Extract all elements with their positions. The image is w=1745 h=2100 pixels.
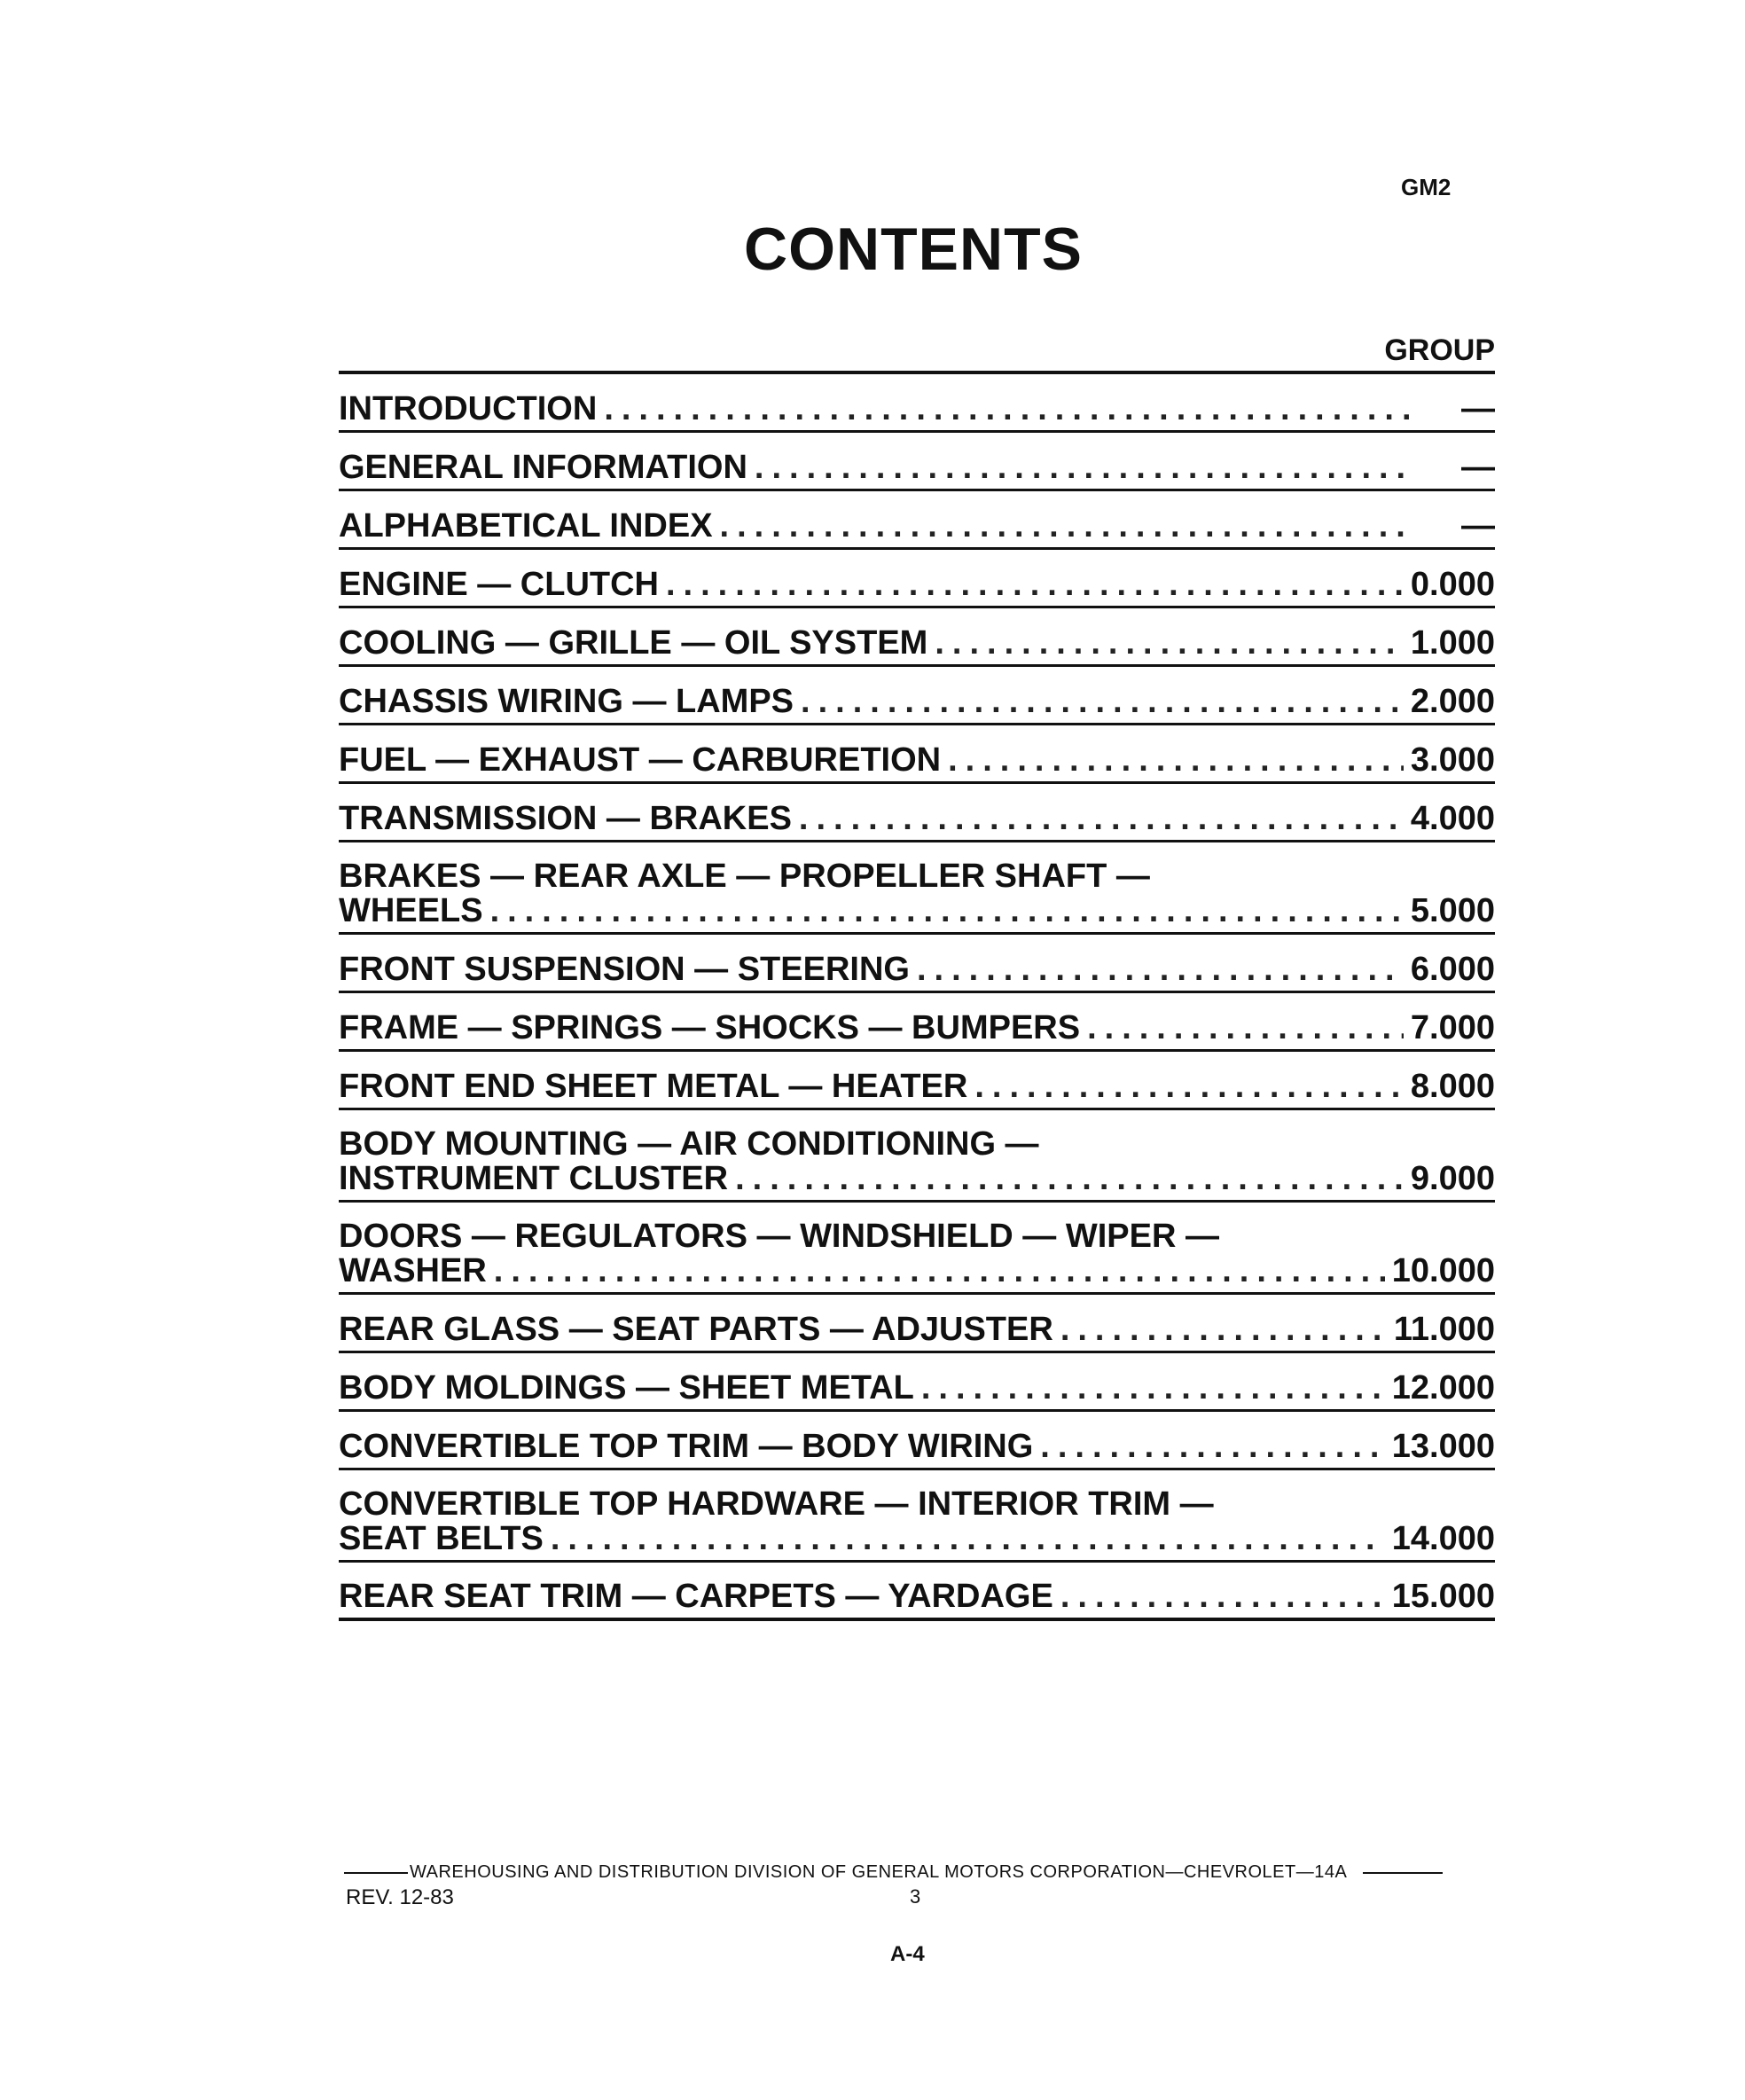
contents-row (339, 374, 1495, 433)
page-number: 3 (910, 1885, 921, 1908)
entry-group-number: 15.000 (1391, 1578, 1495, 1615)
entry-title-line1: CONVERTIBLE TOP HARDWARE — INTERIOR TRIM — (339, 1485, 1214, 1523)
entry-group-number: — (1461, 449, 1495, 486)
entry-line (339, 952, 1495, 987)
entry-line (339, 508, 1495, 544)
dot-leader (801, 684, 1404, 719)
contents-row (339, 1052, 1495, 1110)
entry-group-number: 14.000 (1391, 1520, 1495, 1557)
contents-row (339, 550, 1495, 608)
group-column-header: GROUP (1384, 333, 1495, 367)
entry-line (339, 1579, 1495, 1614)
entry-line (339, 1161, 1495, 1196)
contents-row (339, 1412, 1495, 1470)
document-code: GM2 (1401, 174, 1452, 200)
entry-title: FRAME — SPRINGS — SHOCKS — BUMPERS (339, 1009, 1081, 1046)
entry-title: REAR SEAT TRIM — CARPETS — YARDAGE (339, 1578, 1053, 1615)
entry-title: FRONT SUSPENSION — STEERING (339, 951, 910, 988)
entry-line (339, 1069, 1495, 1104)
entry-title: REAR GLASS — SEAT PARTS — ADJUSTER (339, 1311, 1053, 1348)
entry-line (339, 1312, 1495, 1347)
dot-leader (1060, 1579, 1385, 1614)
dot-leader (799, 801, 1404, 836)
entry-line (339, 625, 1495, 661)
entry-group-number: 3.000 (1410, 741, 1495, 779)
contents-row (339, 725, 1495, 784)
entry-title: INTRODUCTION (339, 390, 598, 427)
contents-row (339, 608, 1495, 667)
dot-leader (935, 625, 1404, 661)
entry-title: ALPHABETICAL INDEX (339, 507, 713, 545)
entry-title: CONVERTIBLE TOP TRIM — BODY WIRING (339, 1428, 1034, 1465)
dot-leader (494, 1253, 1385, 1289)
entry-group-number: 10.000 (1391, 1252, 1495, 1289)
dot-leader (720, 508, 1413, 544)
entry-line (339, 1521, 1495, 1556)
entry-title: BODY MOLDINGS — SHEET METAL (339, 1369, 914, 1407)
entry-title-line1: DOORS — REGULATORS — WINDSHIELD — WIPER — (339, 1218, 1219, 1255)
entry-group-number: 7.000 (1410, 1009, 1495, 1046)
entry-title: FUEL — EXHAUST — CARBURETION (339, 741, 942, 779)
entry-group-number: 4.000 (1410, 800, 1495, 837)
dot-leader (666, 567, 1404, 602)
contents-row (339, 667, 1495, 725)
entry-title-line1: BRAKES — REAR AXLE — PROPELLER SHAFT — (339, 858, 1150, 895)
entry-line (339, 1253, 1495, 1289)
dot-leader (551, 1521, 1385, 1556)
entry-title: ENGINE — CLUTCH (339, 566, 659, 603)
page-title: CONTENTS (744, 215, 1083, 283)
entry-line (339, 1370, 1495, 1406)
entry-group-number: 6.000 (1410, 951, 1495, 988)
entry-group-number: 1.000 (1410, 624, 1495, 662)
contents-row (339, 993, 1495, 1052)
entry-line (339, 742, 1495, 778)
contents-row (339, 1470, 1495, 1563)
entry-line (339, 801, 1495, 836)
entry-group-number: — (1461, 507, 1495, 545)
contents-table (339, 330, 1495, 1621)
contents-row (339, 935, 1495, 993)
entry-line (339, 893, 1495, 929)
contents-row (339, 1353, 1495, 1412)
entry-line (339, 1010, 1495, 1046)
entry-title: TRANSMISSION — BRAKES (339, 800, 792, 837)
entry-title: WHEELS (339, 892, 483, 929)
entry-group-number: 0.000 (1410, 566, 1495, 603)
dot-leader (490, 893, 1404, 929)
entry-line (339, 391, 1495, 427)
dot-leader (1087, 1010, 1404, 1046)
entry-line (339, 450, 1495, 485)
entry-title: WASHER (339, 1252, 487, 1289)
entry-title: FRONT END SHEET METAL — HEATER (339, 1068, 968, 1105)
footer-division-text: WAREHOUSING AND DISTRIBUTION DIVISION OF GENERAL MOTORS CORPORATION—CHEVROLET—14A (410, 1862, 1348, 1882)
dot-leader (755, 450, 1413, 485)
entry-line (339, 684, 1495, 719)
dot-leader (1060, 1312, 1387, 1347)
entry-group-number: 9.000 (1410, 1160, 1495, 1197)
entry-title: SEAT BELTS (339, 1520, 544, 1557)
entry-line (339, 567, 1495, 602)
entry-title: COOLING — GRILLE — OIL SYSTEM (339, 624, 928, 662)
dot-leader (735, 1161, 1404, 1196)
dot-leader (974, 1069, 1404, 1104)
entry-title: CHASSIS WIRING — LAMPS (339, 683, 794, 720)
entry-line (339, 1429, 1495, 1464)
contents-row (339, 491, 1495, 550)
dot-leader (917, 952, 1404, 987)
page-reference: A-4 (890, 1942, 925, 1966)
contents-row (339, 1203, 1495, 1295)
footer-rule-right (1363, 1872, 1443, 1874)
contents-row (339, 1563, 1495, 1621)
contents-row (339, 784, 1495, 842)
entry-title-line1: BODY MOUNTING — AIR CONDITIONING — (339, 1125, 1039, 1163)
dot-leader (604, 391, 1413, 427)
revision-label: REV. 12-83 (346, 1885, 454, 1909)
entry-group-number: 5.000 (1410, 892, 1495, 929)
entry-title: GENERAL INFORMATION (339, 449, 747, 486)
contents-row (339, 433, 1495, 491)
dot-leader (948, 742, 1404, 778)
entry-group-number: 12.000 (1391, 1369, 1495, 1407)
entry-group-number: 2.000 (1410, 683, 1495, 720)
dot-leader (921, 1370, 1385, 1406)
contents-row (339, 1295, 1495, 1353)
entry-title: INSTRUMENT CLUSTER (339, 1160, 729, 1197)
entry-group-number: 11.000 (1393, 1311, 1495, 1348)
contents-row (339, 842, 1495, 935)
entry-group-number: 8.000 (1410, 1068, 1495, 1105)
entry-group-number: 13.000 (1391, 1428, 1495, 1465)
footer-rule-left (344, 1872, 408, 1874)
entry-group-number: — (1461, 390, 1495, 427)
dot-leader (1040, 1429, 1384, 1464)
contents-rows (339, 371, 1495, 1621)
footer-division (344, 1862, 1497, 1883)
contents-row (339, 1110, 1495, 1203)
